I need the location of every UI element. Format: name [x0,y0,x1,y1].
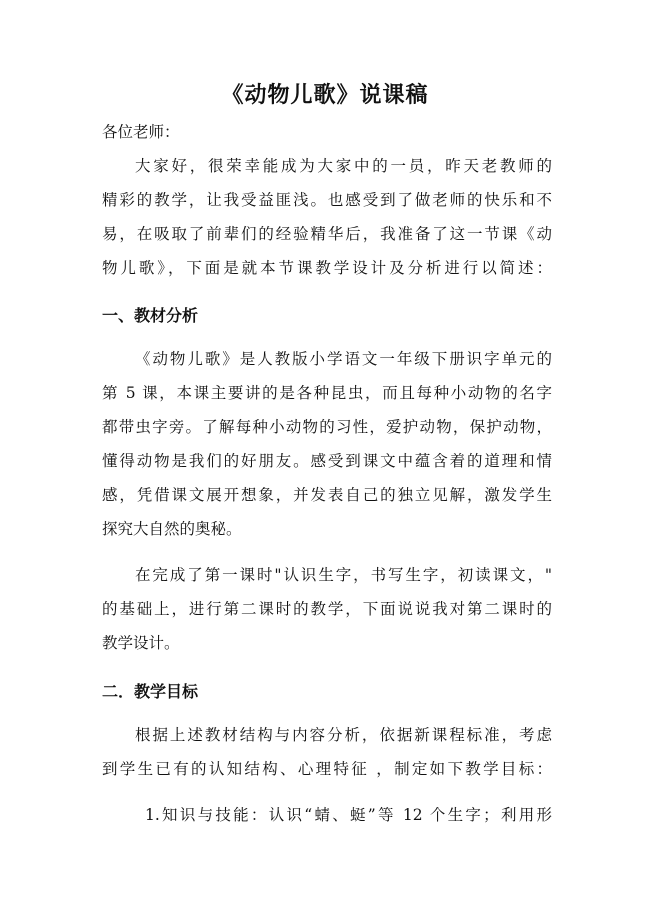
intro-line-4: 物儿歌》，下面是就本节课教学设计及分析进行以简述： [102,259,552,277]
materials-line-5: 感，凭借课文展开想象，并发表自己的独立见解，激发学生 [102,486,552,504]
intro-line-3: 易，在吸取了前辈们的经验精华后，我准备了这一节课《动 [102,225,552,243]
document-title: 《动物儿歌》说课稿 [221,83,429,108]
materials-line-2: 第 5 课，本课主要讲的是各种昆虫，而且每种小动物的名字 [102,384,552,402]
objectives-line-1: 根据上述教材结构与内容分析，依据新课程标准，考虑 [135,726,552,744]
section-heading-objectives: 二．教学目标 [102,682,199,701]
objective-item-1: 1.知识与技能：认识“蜻、蜓”等 12 个生字；利用形 [145,806,552,824]
materials-line-1: 《动物儿歌》是人教版小学语文一年级下册识字单元的 [135,350,552,368]
intro-line-2: 精彩的教学，让我受益匪浅。也感受到了做老师的快乐和不 [102,191,552,209]
materials-line-3: 都带虫字旁。了解每种小动物的习性，爱护动物，保护动物， [102,418,552,436]
lesson-line-1: 在完成了第一课时"认识生字，书写生字，初读课文，" [135,566,552,584]
intro-line-1: 大家好，很荣幸能成为大家中的一员，昨天老教师的 [135,157,552,175]
lesson-line-2: 的基础上，进行第二课时的教学，下面说说我对第二课时的 [102,600,552,618]
section-heading-materials: 一、教材分析 [102,306,199,325]
objectives-line-2: 到学生已有的认知结构、心理特征 ，制定如下教学目标： [102,760,552,778]
materials-line-4: 懂得动物是我们的好朋友。感受到课文中蕴含着的道理和情 [102,452,552,470]
lesson-line-3: 教学设计。 [102,634,180,652]
materials-line-6: 探究大自然的奥秘。 [102,520,242,538]
greeting: 各位老师： [102,123,180,141]
